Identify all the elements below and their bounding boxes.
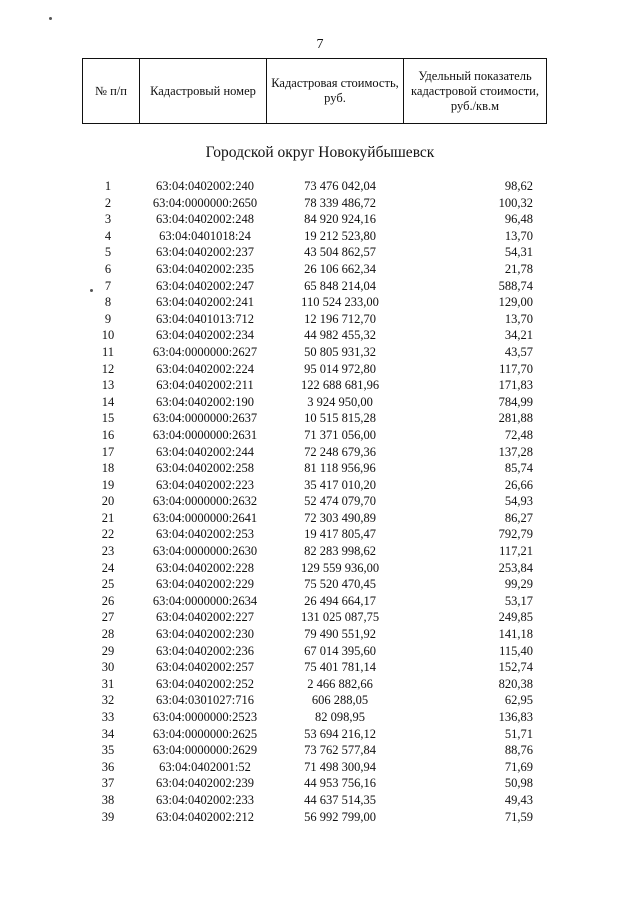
cadastral-number: 63:04:0402002:247 xyxy=(156,278,254,293)
row-number: 22 xyxy=(101,527,115,542)
specific-cost: 72,48 xyxy=(504,427,533,442)
specific-cost: 71,59 xyxy=(504,809,533,824)
specific-cost: 588,74 xyxy=(498,278,533,293)
cadastral-cost: 79 490 551,92 xyxy=(304,627,376,642)
specific-cost: 54,93 xyxy=(504,494,533,509)
table-row xyxy=(0,676,640,693)
row-number: 17 xyxy=(101,444,115,459)
cadastral-number: 63:04:0402002:223 xyxy=(156,477,254,492)
table-row xyxy=(0,178,640,195)
row-number: 6 xyxy=(104,261,112,276)
table-row xyxy=(0,759,640,776)
specific-cost: 53,17 xyxy=(504,593,533,608)
cadastral-number: 63:04:0000000:2625 xyxy=(152,726,258,741)
cadastral-cost: 35 417 010,20 xyxy=(304,477,376,492)
specific-cost: 51,71 xyxy=(504,726,533,741)
specific-cost: 117,21 xyxy=(499,544,533,559)
table-row xyxy=(0,261,640,278)
row-number: 33 xyxy=(101,710,115,724)
row-number: 3 xyxy=(104,212,112,227)
cadastral-cost: 75 520 470,45 xyxy=(304,577,376,592)
cadastral-number: 63:04:0402001:52 xyxy=(159,759,251,774)
specific-cost: 115,40 xyxy=(499,643,533,658)
specific-cost: 171,83 xyxy=(498,378,533,393)
row-number: 11 xyxy=(101,344,115,359)
specific-cost: 54,31 xyxy=(504,245,533,260)
cadastral-number: 63:04:0402002:252 xyxy=(156,676,254,691)
row-number: 26 xyxy=(101,593,115,608)
specific-cost: 49,43 xyxy=(504,792,533,807)
specific-cost: 21,78 xyxy=(504,261,533,276)
cadastral-number: 63:04:0402002:253 xyxy=(156,527,254,542)
cadastral-cost: 82 098,95 xyxy=(315,710,365,724)
row-number: 29 xyxy=(101,643,115,658)
cadastral-cost: 71 371 056,00 xyxy=(304,427,376,442)
cadastral-cost: 75 401 781,14 xyxy=(304,660,376,675)
specific-cost: 26,66 xyxy=(504,477,533,492)
table-row xyxy=(0,361,640,378)
cadastral-number: 63:04:0402002:229 xyxy=(156,577,254,592)
table-row xyxy=(0,311,640,328)
table-row xyxy=(0,211,640,228)
cadastral-number: 63:04:0402002:211 xyxy=(156,378,254,393)
specific-cost: 129,00 xyxy=(498,295,533,310)
row-number: 12 xyxy=(101,361,115,376)
table-row xyxy=(0,809,640,826)
cadastral-cost: 43 504 862,57 xyxy=(304,245,376,260)
table-row xyxy=(0,526,640,543)
specific-cost: 792,79 xyxy=(498,527,533,542)
row-number: 15 xyxy=(101,411,115,426)
table-row xyxy=(0,593,640,610)
row-number: 10 xyxy=(101,328,115,343)
cadastral-cost: 131 025 087,75 xyxy=(300,610,380,625)
cadastral-number: 63:04:0000000:2641 xyxy=(152,510,258,525)
row-number: 16 xyxy=(101,427,115,442)
cadastral-number: 63:04:0402002:236 xyxy=(156,643,254,658)
row-number: 20 xyxy=(101,494,115,509)
row-number: 14 xyxy=(101,394,115,409)
cadastral-number: 63:04:0402002:224 xyxy=(156,361,254,376)
scan-speck xyxy=(90,289,93,292)
cadastral-number: 63:04:0402002:237 xyxy=(156,245,254,260)
specific-cost: 820,38 xyxy=(498,676,533,691)
row-number: 2 xyxy=(104,195,112,210)
cadastral-cost: 606 288,05 xyxy=(311,693,369,708)
table-row xyxy=(0,742,640,759)
cadastral-cost: 71 498 300,94 xyxy=(304,759,376,774)
table-row xyxy=(0,327,640,344)
cadastral-number: 63:04:0402002:257 xyxy=(156,660,254,675)
cadastral-number: 63:04:0402002:240 xyxy=(156,179,254,193)
table-row xyxy=(0,410,640,427)
cadastral-number: 63:04:0000000:2650 xyxy=(152,195,258,210)
row-number: 4 xyxy=(104,228,112,243)
table-row xyxy=(0,244,640,261)
specific-cost: 13,70 xyxy=(504,311,533,326)
specific-cost: 152,74 xyxy=(498,660,533,675)
row-number: 37 xyxy=(101,776,115,791)
row-number: 21 xyxy=(101,510,115,525)
specific-cost: 137,28 xyxy=(498,444,533,459)
cadastral-cost: 56 992 799,00 xyxy=(304,809,376,824)
table-row xyxy=(0,692,640,709)
table-row xyxy=(0,278,640,295)
cadastral-cost: 129 559 936,00 xyxy=(300,560,380,575)
table-row xyxy=(0,344,640,361)
specific-cost: 71,69 xyxy=(504,759,533,774)
cadastral-cost: 12 196 712,70 xyxy=(304,311,376,326)
cadastral-number: 63:04:0402002:190 xyxy=(156,394,254,409)
specific-cost: 13,70 xyxy=(504,228,533,243)
cadastral-cost: 82 283 998,62 xyxy=(304,544,376,559)
cadastral-cost: 78 339 486,72 xyxy=(304,195,376,210)
cadastral-number: 63:04:0301027:716 xyxy=(156,693,254,708)
cadastral-cost: 10 515 815,28 xyxy=(304,411,376,426)
specific-cost: 784,99 xyxy=(498,394,533,409)
cadastral-number: 63:04:0402002:258 xyxy=(156,461,254,476)
table-row xyxy=(0,643,640,660)
cadastral-number: 63:04:0402002:228 xyxy=(156,560,254,575)
table-row xyxy=(0,709,640,726)
table-row xyxy=(0,659,640,676)
specific-cost: 98,62 xyxy=(504,179,533,193)
cadastral-number: 63:04:0401013:712 xyxy=(156,311,254,326)
header-col-cadastral-number: Кадастровый номер xyxy=(140,59,267,124)
cadastral-number: 63:04:0000000:2631 xyxy=(152,427,258,442)
cadastral-cost: 65 848 214,04 xyxy=(304,278,376,293)
scan-speck xyxy=(49,17,52,20)
cadastral-cost: 50 805 931,32 xyxy=(304,344,376,359)
cadastral-number: 63:04:0402002:212 xyxy=(156,809,254,824)
table-row xyxy=(0,444,640,461)
row-number: 18 xyxy=(101,461,115,476)
row-number: 36 xyxy=(101,759,115,774)
specific-cost: 88,76 xyxy=(504,743,533,758)
specific-cost: 100,32 xyxy=(498,195,533,210)
specific-cost: 253,84 xyxy=(498,560,533,575)
header-row xyxy=(83,59,547,124)
table-row xyxy=(0,377,640,394)
row-number: 31 xyxy=(101,676,115,691)
row-number: 28 xyxy=(101,627,115,642)
cadastral-cost: 52 474 079,70 xyxy=(304,494,376,509)
row-number: 39 xyxy=(101,809,115,824)
table-row xyxy=(0,427,640,444)
cadastral-cost: 26 106 662,34 xyxy=(304,261,376,276)
row-number: 34 xyxy=(101,726,115,741)
header-col-specific-cost: Удельный показатель кадастровой стоимости, руб./кв.м xyxy=(404,59,547,124)
cadastral-number: 63:04:0401018:24 xyxy=(159,228,251,243)
cadastral-number: 63:04:0000000:2627 xyxy=(152,344,258,359)
cadastral-number: 63:04:0402002:234 xyxy=(156,328,254,343)
cadastral-cost: 2 466 882,66 xyxy=(307,676,373,691)
cadastral-cost: 44 982 455,32 xyxy=(304,328,376,343)
cadastral-cost: 3 924 950,00 xyxy=(307,394,373,409)
row-number: 9 xyxy=(104,311,112,326)
cadastral-cost: 72 303 490,89 xyxy=(304,510,376,525)
cadastral-cost: 122 688 681,96 xyxy=(300,378,380,393)
cadastral-number: 63:04:0402002:244 xyxy=(156,444,254,459)
specific-cost: 99,29 xyxy=(504,577,533,592)
table-row xyxy=(0,543,640,560)
table-header xyxy=(82,58,547,124)
specific-cost: 85,74 xyxy=(504,461,533,476)
cadastral-cost: 73 762 577,84 xyxy=(304,743,376,758)
specific-cost: 43,57 xyxy=(504,344,533,359)
specific-cost: 136,83 xyxy=(498,710,533,724)
cadastral-number: 63:04:0402002:235 xyxy=(156,261,254,276)
cadastral-number: 63:04:0000000:2634 xyxy=(152,593,258,608)
cadastral-cost: 110 524 233,00 xyxy=(301,295,379,310)
table-row xyxy=(0,726,640,743)
cadastral-cost: 73 476 042,04 xyxy=(304,179,376,193)
row-number: 19 xyxy=(101,477,115,492)
header-col-cadastral-cost: Кадастровая стоимость, руб. xyxy=(267,59,404,124)
table-row xyxy=(0,560,640,577)
specific-cost: 86,27 xyxy=(504,510,533,525)
row-number: 38 xyxy=(101,792,115,807)
specific-cost: 249,85 xyxy=(498,610,533,625)
cadastral-cost: 81 118 956,96 xyxy=(304,461,376,476)
cadastral-cost: 26 494 664,17 xyxy=(304,593,376,608)
cadastral-number: 63:04:0000000:2523 xyxy=(152,710,258,724)
table-row xyxy=(0,477,640,494)
table-row xyxy=(0,576,640,593)
row-number: 1 xyxy=(104,179,112,193)
table-row xyxy=(0,609,640,626)
table-row xyxy=(0,510,640,527)
specific-cost: 34,21 xyxy=(504,328,533,343)
cadastral-number: 63:04:0000000:2637 xyxy=(152,411,258,426)
table-row xyxy=(0,228,640,245)
cadastral-number: 63:04:0402002:233 xyxy=(156,792,254,807)
row-number: 5 xyxy=(104,245,112,260)
specific-cost: 281,88 xyxy=(498,411,533,426)
table-row xyxy=(0,294,640,311)
header-col-number: № п/п xyxy=(83,59,140,124)
cadastral-number: 63:04:0000000:2632 xyxy=(152,494,258,509)
cadastral-cost: 95 014 972,80 xyxy=(304,361,376,376)
table-row xyxy=(0,493,640,510)
row-number: 8 xyxy=(104,295,112,310)
cadastral-cost: 19 212 523,80 xyxy=(304,228,376,243)
row-number: 32 xyxy=(101,693,115,708)
specific-cost: 62,95 xyxy=(504,693,533,708)
row-number: 7 xyxy=(104,278,112,293)
cadastral-number: 63:04:0402002:241 xyxy=(156,295,254,310)
specific-cost: 96,48 xyxy=(504,212,533,227)
cadastral-cost: 19 417 805,47 xyxy=(304,527,376,542)
table-row xyxy=(0,626,640,643)
section-title: Городской округ Новокуйбышевск xyxy=(205,144,435,161)
cadastral-number: 63:04:0402002:239 xyxy=(156,776,254,791)
table-row xyxy=(0,195,640,212)
cadastral-number: 63:04:0000000:2630 xyxy=(152,544,258,559)
cadastral-cost: 67 014 395,60 xyxy=(304,643,376,658)
specific-cost: 50,98 xyxy=(504,776,533,791)
cadastral-cost: 84 920 924,16 xyxy=(304,212,376,227)
cadastral-cost: 53 694 216,12 xyxy=(304,726,376,741)
row-number: 27 xyxy=(101,610,115,625)
cadastral-number: 63:04:0000000:2629 xyxy=(152,743,258,758)
cadastral-number: 63:04:0402002:230 xyxy=(156,627,254,642)
row-number: 25 xyxy=(101,577,115,592)
table-body xyxy=(0,178,640,825)
cadastral-number: 63:04:0402002:248 xyxy=(156,212,254,227)
row-number: 24 xyxy=(101,560,115,575)
row-number: 35 xyxy=(101,743,115,758)
cadastral-cost: 44 953 756,16 xyxy=(304,776,376,791)
cadastral-number: 63:04:0402002:227 xyxy=(156,610,254,625)
row-number: 23 xyxy=(101,544,115,559)
table-row xyxy=(0,775,640,792)
table-row xyxy=(0,460,640,477)
table-row xyxy=(0,394,640,411)
specific-cost: 141,18 xyxy=(498,627,533,642)
table-row xyxy=(0,792,640,809)
cadastral-cost: 72 248 679,36 xyxy=(304,444,376,459)
specific-cost: 117,70 xyxy=(499,361,533,376)
cadastral-cost: 44 637 514,35 xyxy=(304,792,376,807)
page-number: 7 xyxy=(316,37,324,52)
row-number: 30 xyxy=(101,660,115,675)
row-number: 13 xyxy=(101,378,115,393)
